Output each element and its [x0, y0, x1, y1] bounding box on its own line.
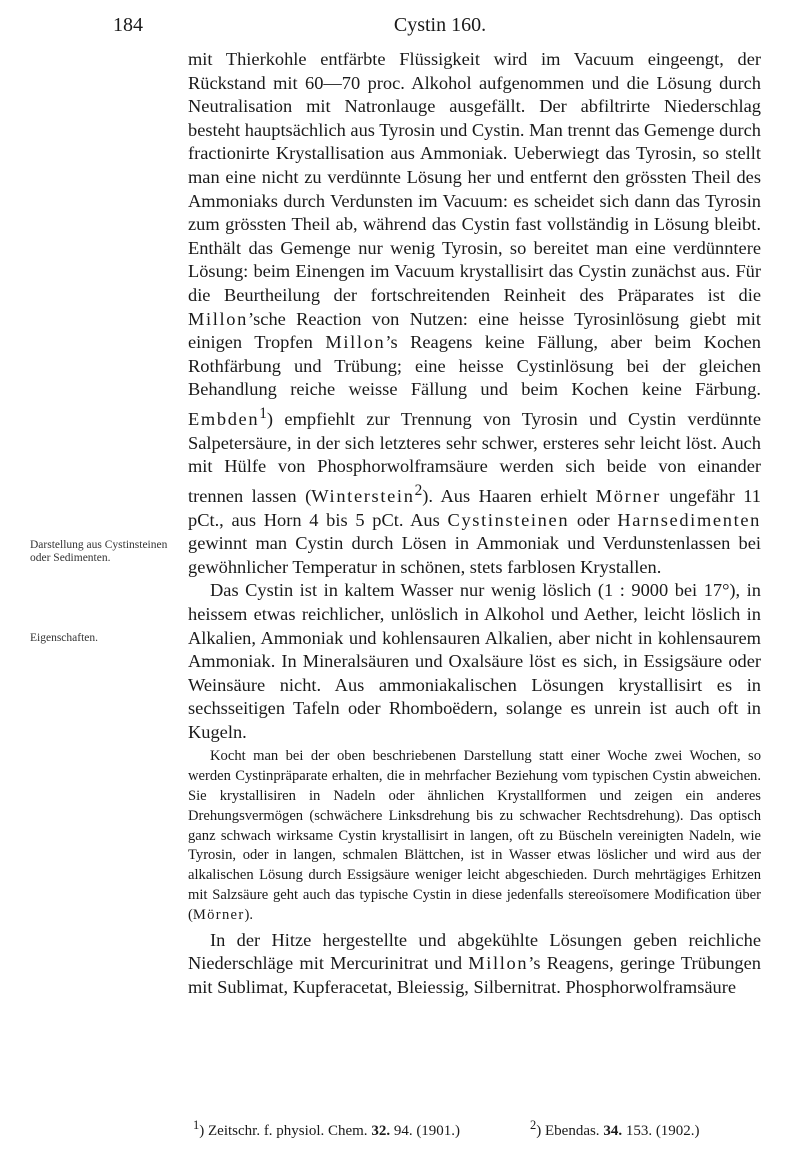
text-span: Kocht man bei der oben beschriebenen Darstellung statt einer Woche zwei Wochen, so werden Cystinpräparate erhalten, die in mehrfacher Beziehung vom typischen Cystin abweichen. Sie krystallisiren in Nadeln oder ähnlichen Krystallformen und zeigen ein anderes Drehungsvermögen (schwächere Linksdrehung bis zu schwacher Rechtsdrehung). Das optisch ganz schwach wirksame Cystin krystallisirt in langen, oft zu Büscheln vereinigten Nadeln, wie Tyrosin, oder in langen, schmalen Blättchen, ist in Wasser etwas löslicher und wird aus der alkalischen Lösung durch Essigsäure weniger leicht abgeschieden. Durch mehrtägiges Erhitzen mit Salzsäure geht auch das typische Cystin in diese jedenfalls stereoïsomere Modification über ( [188, 748, 761, 923]
text-span: mit Thierkohle entfärbte Flüssigkeit wird im Vacuum eingeengt, der Rückstand mit 60—70 proc. Alkohol aufgenommen und die Lösung durch Neutralisation mit Natronlauge ausgefällt. Der abfiltrirte Niederschlag besteht hauptsächlich aus Tyrosin und Cystin. Man trennt das Gemenge durch fractionirte Krystallisation aus Ammoniak. Ueberwiegt das Tyrosin, so stellt man eine nicht zu verdünnte Lösung her und entfernt den grössten Theil des Ammoniaks durch Verdunsten im Vacuum: es scheidet sich dann das Tyrosin zum grössten Theil ab, während das Cystin fast vollständig in Lösung bleibt. Enthält das Gemenge nur wenig Tyrosin, so bereitet man eine verdünntere Lösung: beim Einengen im Vacuum krystallisirt das Cystin zunächst aus. Für die Beurtheilung der fortschreitenden Reinheit des Präparates ist die [188, 49, 761, 305]
author-name: Mörner [192, 906, 245, 923]
text-span: ) Ebendas. [536, 1123, 604, 1139]
footnote-ref: 1 [259, 404, 267, 422]
author-name: Winterstein [311, 485, 415, 506]
emphasis-term: Cystinsteinen [447, 509, 570, 530]
text-span: ) empfiehlt zur Trennung von Tyrosin und Cystin verdünnte Salpetersäure, in der sich letzteres sehr schwer, ersteres sehr leicht löst. Auch mit Hülfe von Phosphorwolframsäure werden sich beide von einander trennen lassen ( [188, 409, 761, 506]
text-span: ). [244, 906, 254, 923]
paragraph-small-print [188, 747, 761, 925]
volume-number: 32. [371, 1123, 391, 1139]
text-span: ’sche Reaction von Nutzen: eine heisse Tyrosinlösung giebt mit einigen Tropfen [188, 308, 761, 353]
author-name: Millon [188, 308, 249, 329]
footnote-mark: 2 [530, 1118, 537, 1132]
text-span: ). Aus Haaren erhielt [422, 485, 596, 506]
text-span: gewinnt man Cystin durch Lösen in Ammoniak und Verdunstenlassen bei gewöhnlicher Temperatur in schönen, stets farblosen Krystallen. [188, 533, 761, 577]
author-name: Millon [468, 953, 529, 974]
footnote-1 [193, 1116, 460, 1140]
main-text [188, 48, 761, 999]
text-span: ) Zeitschr. f. physiol. Chem. [199, 1123, 372, 1139]
text-span: ungefähr 11 pCt., aus Horn 4 bis 5 pCt. Aus [188, 485, 761, 530]
footnote-ref: 2 [414, 481, 423, 499]
paragraph-reactions [188, 929, 761, 1000]
text-span: 153. (1902.) [622, 1123, 700, 1139]
emphasis-term: Harnsedimenten [617, 509, 762, 530]
paragraph-preparation [188, 48, 761, 579]
text-span: ’s Reagens keine Fällung, aber beim Kochen Rothfärbung und Trübung; eine heisse Cystinlösung bei der gleichen Behandlung reiche weisse Fällung und beim Kochen keine Färbung. [188, 332, 762, 400]
text-span: 94. (1901.) [390, 1123, 461, 1139]
paragraph-properties: Das Cystin ist in kaltem Wasser nur wenig löslich (1 : 9000 bei 17°), in heissem etwas reichlicher, unlöslich in Alkohol und Aether, leicht löslich in Alkalien, Ammoniak und kohlensauren Alkalien, aber nicht in kohlensaurem Ammoniak. In Mineralsäuren und Oxalsäure löst es sich, in Essigsäure oder Weinsäure nicht. Aus ammoniakalischen Lösungen krystallisirt es in sechsseitigen Tafeln oder Rhomboëdern, solange es unrein ist auch oft in Kugeln. [188, 580, 761, 742]
volume-number: 34. [603, 1123, 623, 1139]
page-header [0, 14, 801, 36]
margin-note-darstellung: Darstellung aus Cystinsteinen oder Sedimenten. [30, 539, 168, 564]
author-name: Mörner [595, 485, 661, 506]
text-span: In der Hitze hergestellte und abgekühlte Lösungen geben reichliche Niederschläge mit Mercurinitrat und [188, 929, 761, 974]
author-name: Millon [325, 332, 386, 353]
text-span: oder [569, 509, 618, 530]
author-name: Embden [188, 409, 260, 430]
text-span: ’s Reagens, geringe Trübungen mit Sublimat, Kupferacetat, Bleiessig, Silbernitrat. Phosphorwolframsäure [188, 953, 761, 997]
margin-note-eigenschaften: Eigenschaften. [30, 632, 99, 644]
page-number: 184 [113, 14, 143, 36]
running-head: Cystin 160. [393, 14, 487, 36]
footnote-2 [530, 1116, 700, 1140]
footnote-mark: 1 [193, 1118, 200, 1132]
